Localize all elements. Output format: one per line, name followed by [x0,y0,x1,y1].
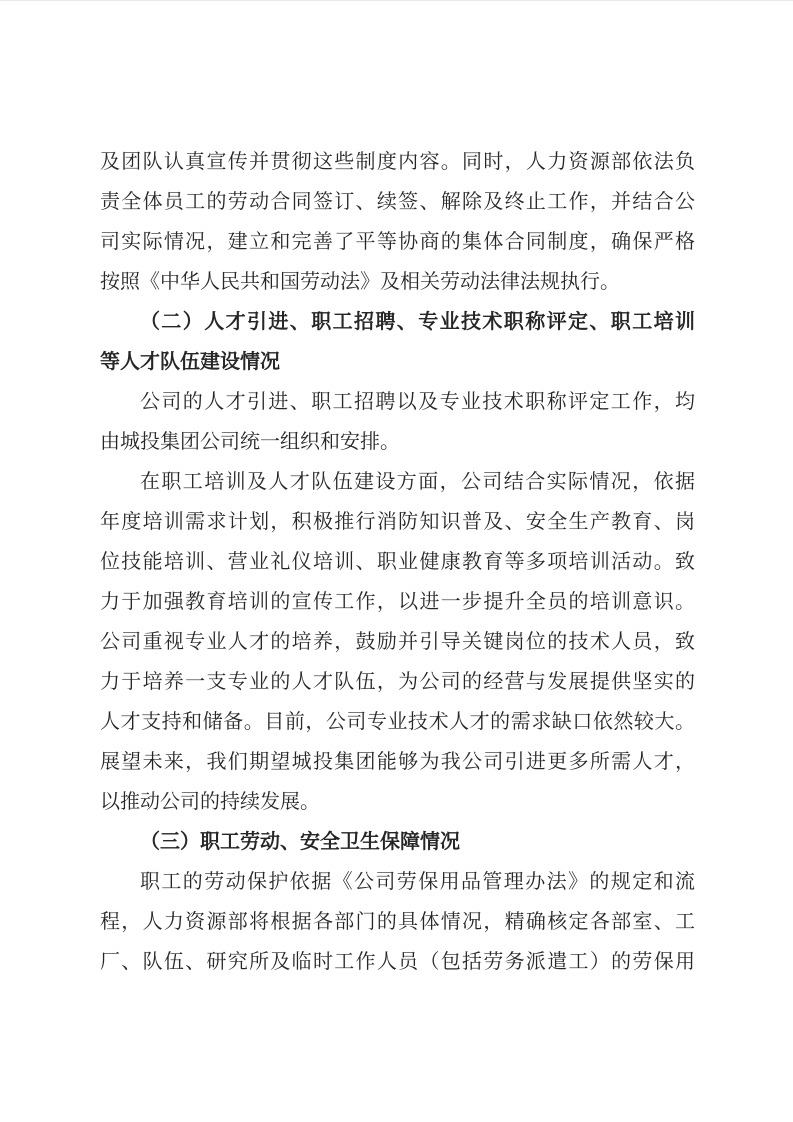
body-text-line: 展望未来，我们期望城投集团能够为我公司引进更多所需人才， [100,751,695,773]
body-text-line: 以推动公司的持续发展。 [100,791,320,813]
body-text-line: 司实际情况，建立和完善了平等协商的集体合同制度，确保严格 [100,231,695,253]
section-heading-line: （三）职工劳动、安全卫生保障情况 [140,831,460,853]
body-text-line: 按照《中华人民共和国劳动法》及相关劳动法律法规执行。 [100,271,620,293]
body-text-line: 位技能培训、营业礼仪培训、职业健康教育等多项培训活动。致 [100,551,695,573]
body-text-line: 公司重视专业人才的培养，鼓励并引导关键岗位的技术人员，致 [100,631,695,653]
page-top-edge [0,0,793,1]
body-text-line: 由城投集团公司统一组织和安排。 [100,431,400,453]
body-text-line: 厂、队伍、研究所及临时工作人员（包括劳务派遣工）的劳保用 [100,951,695,973]
section-heading-line: 等人才队伍建设情况 [100,351,280,373]
body-text-line: 人才支持和储备。目前，公司专业技术人才的需求缺口依然较大。 [100,711,695,733]
body-text-line: 公司的人才引进、职工招聘以及专业技术职称评定工作，均 [140,391,695,413]
body-text-line: 力于加强教育培训的宣传工作，以进一步提升全员的培训意识。 [100,591,695,613]
body-text-line: 程，人力资源部将根据各部门的具体情况，精确核定各部室、工 [100,911,695,933]
body-text-line: 年度培训需求计划，积极推行消防知识普及、安全生产教育、岗 [100,511,695,533]
body-text-line: 力于培养一支专业的人才队伍，为公司的经营与发展提供坚实的 [100,671,695,693]
body-text-line: 责全体员工的劳动合同签订、续签、解除及终止工作，并结合公 [100,191,695,213]
body-text-line: 在职工培训及人才队伍建设方面，公司结合实际情况，依据 [140,471,695,493]
body-text-line: 职工的劳动保护依据《公司劳保用品管理办法》的规定和流 [140,871,695,893]
page-text-block [100,142,695,982]
section-heading-line: （二）人才引进、职工招聘、专业技术职称评定、职工培训 [140,311,695,333]
body-text-line: 及团队认真宣传并贯彻这些制度内容。同时，人力资源部依法负 [100,151,695,173]
